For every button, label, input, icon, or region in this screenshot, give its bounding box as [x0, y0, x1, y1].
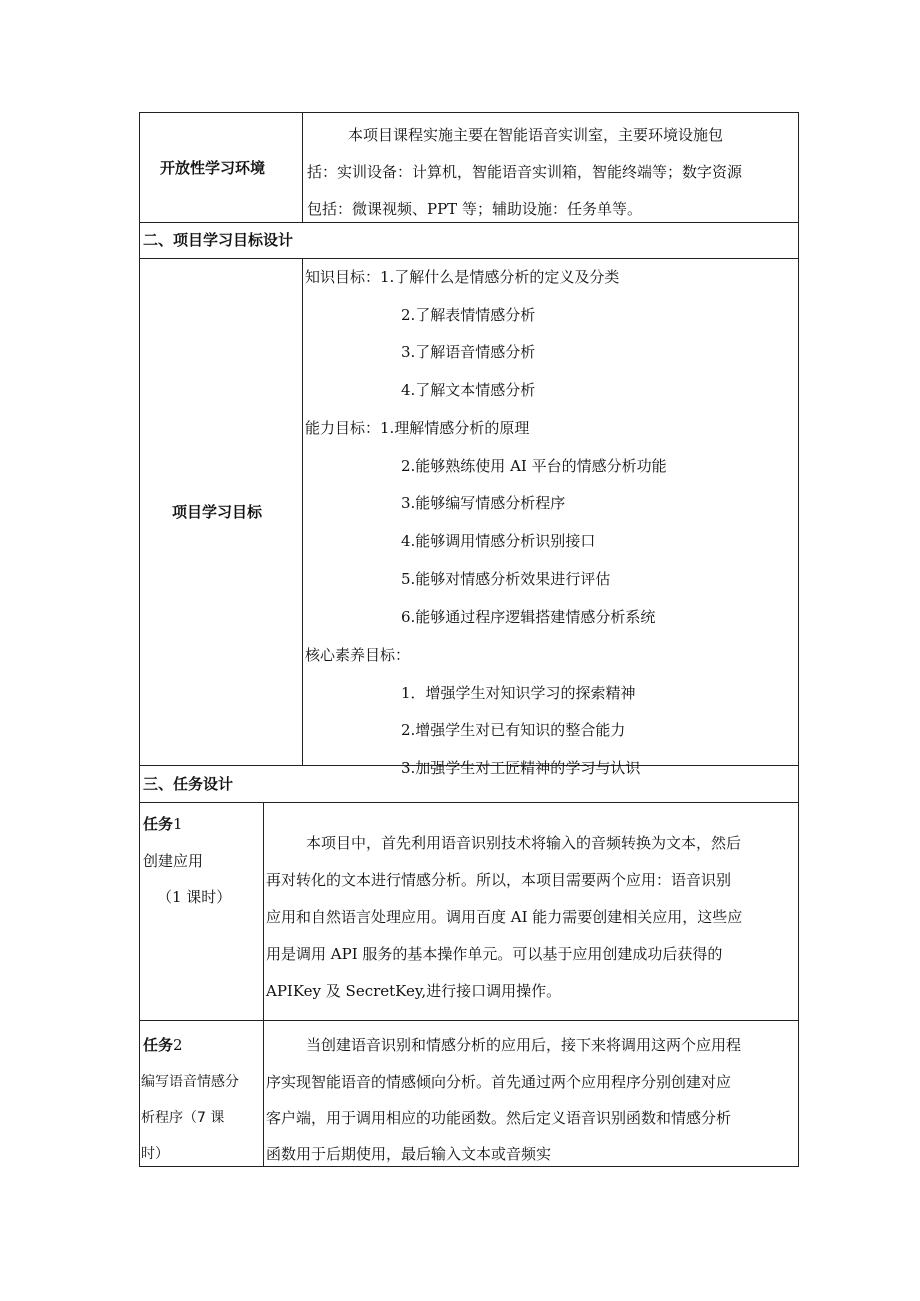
section-heading-tasks: 三、任务设计	[143, 775, 234, 793]
task2-name-line-2: 析程序（7 课	[141, 1110, 225, 1126]
table-border-top	[139, 112, 799, 113]
knowledge-goal-heading: 知识目标：1.了解什么是情感分析的定义及分类	[305, 268, 620, 286]
task2-title	[143, 1035, 183, 1055]
knowledge-goal-item: 3.了解语音情感分析	[401, 343, 536, 361]
task1-title-label: 任务	[143, 815, 174, 833]
core-goal-item: 2.增强学生对已有知识的整合能力	[401, 721, 626, 739]
task2-line-4: 函数用于后期使用，最后输入文本或音频实	[266, 1145, 552, 1163]
knowledge-goal-item: 4.了解文本情感分析	[401, 381, 536, 399]
section-heading-goals: 二、项目学习目标设计	[143, 231, 294, 249]
core-goal-item: 1．增强学生对知识学习的探索精神	[401, 684, 636, 702]
task1-line-2: 再对转化的文本进行情感分析。所以，本项目需要两个应用：语音识别	[266, 871, 732, 889]
ability-goal-item: 4.能够调用情感分析识别接口	[401, 532, 596, 550]
task1-name: 创建应用	[143, 852, 204, 870]
knowledge-goal-item: 2.了解表情情感分析	[401, 306, 536, 324]
core-goal-item-cut: 3.加强学生对工匠精神的学习与认识	[401, 759, 641, 777]
task1-title	[143, 814, 183, 834]
task1-line-1: 本项目中，首先利用语音识别技术将输入的音频转换为文本，然后	[306, 834, 742, 852]
environment-line-2: 括：实训设备：计算机，智能语音实训箱，智能终端等；数字资源	[307, 163, 743, 181]
row-label-environment: 开放性学习环境	[160, 159, 266, 177]
task2-title-number: 2	[173, 1036, 183, 1054]
task1-line-5: APIKey 及 SecretKey,进行接口调用操作。	[266, 982, 562, 1000]
table-border-bottom	[139, 1166, 799, 1167]
ability-goal-item: 5.能够对情感分析效果进行评估	[401, 570, 611, 588]
environment-line-3: 包括：微课视频、PPT 等；辅助设施：任务单等。	[307, 200, 642, 218]
table-border-left	[139, 112, 140, 1167]
task1-line-4: 用是调用 API 服务的基本操作单元。可以基于应用创建成功后获得的	[266, 945, 723, 963]
task2-line-2: 序实现智能语音的情感倾向分析。首先通过两个应用程序分别创建对应	[266, 1073, 732, 1091]
core-goal-heading: 核心素养目标：	[305, 646, 411, 664]
row-label-goals: 项目学习目标	[172, 503, 263, 521]
task2-title-label: 任务	[143, 1036, 174, 1054]
ability-goal-item: 6.能够通过程序逻辑搭建情感分析系统	[401, 608, 656, 626]
goals-content	[303, 259, 798, 777]
column-divider	[302, 112, 303, 223]
table-border-right	[798, 112, 799, 1167]
table-border	[139, 222, 799, 223]
environment-line-1: 本项目课程实施主要在智能语音实训室，主要环境设施包	[348, 126, 724, 144]
task2-name-line-3: 时）	[141, 1146, 169, 1162]
table-border	[139, 802, 799, 803]
task1-line-3: 应用和自然语言处理应用。调用百度 AI 能力需要创建相关应用，这些应	[266, 908, 743, 926]
task2-line-1: 当创建语音识别和情感分析的应用后，接下来将调用这两个应用程	[306, 1036, 742, 1054]
task1-hours: （1 课时）	[157, 888, 232, 906]
task2-line-3: 客户端，用于调用相应的功能函数。然后定义语音识别函数和情感分析	[266, 1109, 732, 1127]
ability-goal-item: 3.能够编写情感分析程序	[401, 494, 566, 512]
ability-goal-item: 2.能够熟练使用 AI 平台的情感分析功能	[401, 457, 667, 475]
column-divider	[263, 802, 264, 1167]
task2-name-line-1: 编写语音情感分	[141, 1074, 239, 1090]
table-border	[139, 1020, 799, 1021]
ability-goal-heading: 能力目标：1.理解情感分析的原理	[305, 419, 530, 437]
task1-title-number: 1	[173, 815, 183, 833]
